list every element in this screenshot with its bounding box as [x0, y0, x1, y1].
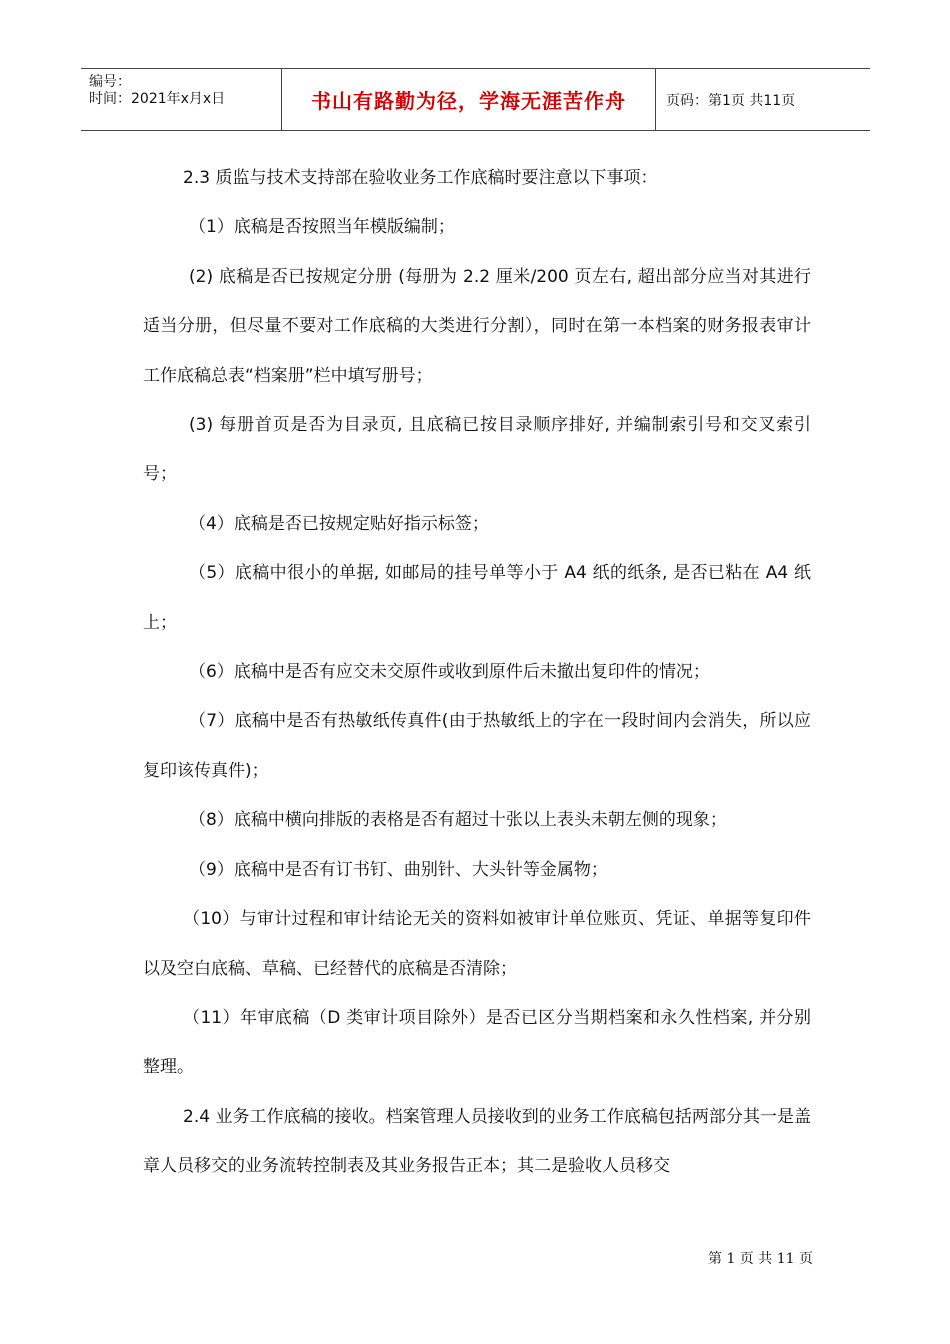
list-item-11: （11）年审底稿（D 类审计项目除外）是否已区分当期档案和永久性档案, 并分别整理。 [143, 1007, 811, 1078]
document-body [143, 154, 811, 1192]
header-left-cell [81, 69, 282, 130]
list-item-8: （8）底稿中横向排版的表格是否有超过十张以上表头未朝左侧的现象； [189, 810, 727, 831]
document-time-label: 时间：2021年x月x日 [89, 91, 226, 107]
list-item-3: (3) 每册首页是否为目录页, 且底稿已按目录顺序排好, 并编制索引号和交叉索引号； [143, 415, 811, 485]
section-heading-2-3: 2.3 质监与技术支持部在验收业务工作底稿时要注意以下事项： [183, 168, 658, 188]
list-item-6: （6）底稿中是否有应交未交原件或收到原件后未撤出复印件的情况； [189, 662, 710, 683]
header-motto: 书山有路勤为径，学海无涯苦作舟 [311, 89, 626, 113]
list-item-10: （10）与审计过程和审计结论无关的资料如被审计单位账页、凭证、单据等复印件以及空白底稿、草稿、已经替代的底稿是否清除； [143, 909, 811, 979]
list-item-2: (2) 底稿是否已按规定分册 (每册为 2.2 厘米/200 页左右, 超出部分应当对其进行适当分册，但尽量不要对工作底稿的大类进行分割），同时在第一本档案的财务报表审计工作底稿总表“档案册”栏中填写册号； [143, 266, 811, 386]
list-item-5: （5）底稿中很小的单据, 如邮局的挂号单等小于 A4 纸的纸条, 是否已粘在 A4 纸上； [143, 563, 811, 633]
section-paragraph-2-4: 2.4 业务工作底稿的接收。档案管理人员接收到的业务工作底稿包括两部分其一是盖章人员移交的业务流转控制表及其业务报告正本；其二是验收人员移交 [143, 1106, 811, 1177]
page-footer: 第 1 页 共 11 页 [708, 1251, 813, 1267]
list-item-7: （7）底稿中是否有热敏纸传真件(由于热敏纸上的字在一段时间内会消失，所以应复印该传真件)； [143, 711, 811, 781]
list-item-1: （1）底稿是否按照当年模版编制； [189, 217, 455, 238]
page-header [81, 68, 870, 131]
header-middle-cell [282, 69, 656, 130]
header-right-cell [656, 69, 870, 130]
list-item-4: （4）底稿是否已按规定贴好指示标签； [189, 513, 489, 534]
document-number-label: 编号： [89, 74, 131, 90]
list-item-9: （9）底稿中是否有订书钉、曲别针、大头针等金属物； [189, 859, 608, 880]
header-page-info: 页码：第1页 共11页 [666, 92, 796, 109]
